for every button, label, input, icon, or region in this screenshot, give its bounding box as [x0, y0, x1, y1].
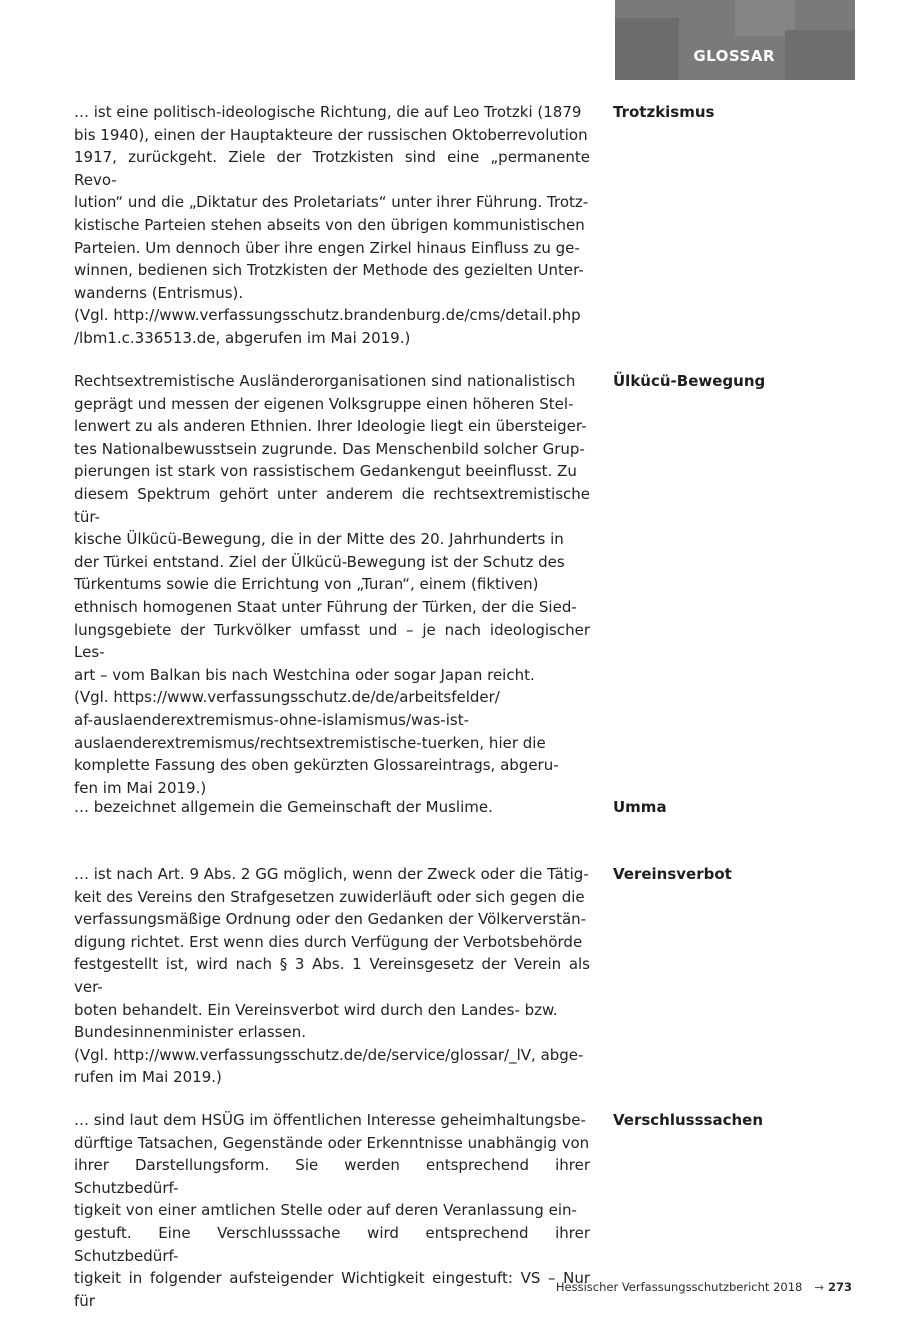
definition-line: diesem Spektrum gehört unter anderem die rechtsextremistische tür-: [74, 484, 590, 526]
definition-line: keit des Vereins den Strafgesetzen zuwiderläuft oder sich gegen die: [74, 887, 585, 906]
report-title: Hessischer Verfassungsschutzbericht 2018: [555, 1280, 803, 1294]
entry-definition: [74, 1109, 590, 1312]
definition-line: (Vgl. http://www.verfassungsschutz.brandenburg.de/cms/detail.php: [74, 306, 581, 325]
definition-line: kische Ülkücü-Bewegung, die in der Mitte des 20. Jahrhunderts in: [74, 530, 564, 549]
definition-line: af-auslaenderextremismus-ohne-islamismus/was-ist-: [74, 710, 469, 729]
glossary-term: Ülkücü-Bewegung: [613, 372, 766, 390]
definition-line: winnen, bedienen sich Trotzkisten der Methode des gezielten Unter-: [74, 261, 584, 280]
tab-decoration: [615, 18, 679, 80]
definition-line: festgestellt ist, wird nach § 3 Abs. 1 Vereinsgesetz der Verein als ver-: [74, 955, 590, 996]
definition-line: lungsgebiete der Turkvölker umfasst und – je nach ideologischer Les-: [74, 620, 590, 662]
definition-line: dürftige Tatsachen, Gegenstände oder Erkenntnisse unabhängig von: [74, 1133, 590, 1152]
page-number: 273: [827, 1280, 852, 1294]
glossary-term: Umma: [613, 798, 667, 816]
definition-line: ihrer Darstellungsform. Sie werden entsprechend ihrer Schutzbedürf-: [74, 1156, 590, 1197]
definition-line: (Vgl. http://www.verfassungsschutz.de/de/service/glossar/_lV, abge-: [74, 1045, 584, 1064]
page-footer: [556, 1280, 852, 1294]
definition-line: kistische Parteien stehen abseits von den übrigen kommunistischen: [74, 215, 585, 234]
definition-line: geprägt und messen der eigenen Volksgruppe einen höheren Stel-: [74, 394, 574, 413]
entry-definition: [74, 863, 590, 1089]
definition-line: auslaenderextremismus/rechtsextremistische-tuerken, hier die: [74, 733, 546, 752]
definition-line: 1917, zurückgeht. Ziele der Trotzkisten sind eine „permanente Revo-: [74, 148, 590, 189]
definition-line: Rechtsextremistische Ausländerorganisationen sind nationalistisch: [74, 372, 576, 390]
entry-definition: [74, 796, 590, 819]
glossary-term: Vereinsverbot: [613, 865, 732, 883]
definition-line: Bundesinnenminister erlassen.: [74, 1023, 306, 1042]
definition-line: art – vom Balkan bis nach Westchina oder sogar Japan reicht.: [74, 665, 535, 684]
glossary-section-tab: [615, 0, 855, 80]
definition-line: … bezeichnet allgemein die Gemeinschaft der Muslime.: [74, 798, 493, 816]
definition-line: wanderns (Entrismus).: [74, 283, 244, 302]
entry-definition: [74, 101, 590, 350]
definition-line: … ist eine politisch-ideologische Richtung, die auf Leo Trotzki (1879: [74, 103, 582, 121]
definition-line: tes Nationalbewusstsein zugrunde. Das Menschenbild solcher Grup-: [74, 439, 585, 458]
definition-line: digung richtet. Erst wenn dies durch Verfügung der Verbotsbehörde: [74, 932, 583, 951]
section-label: GLOSSAR: [693, 47, 775, 65]
definition-line: verfassungsmäßige Ordnung oder den Gedanken der Völkerverstän-: [74, 910, 587, 929]
definition-line: lution“ und die „Diktatur des Proletariats“ unter ihrer Führung. Trotz-: [74, 193, 589, 212]
definition-line: … sind laut dem HSÜG im öffentlichen Interesse geheimhaltungsbe-: [74, 1111, 586, 1129]
definition-line: gestuft. Eine Verschlusssache wird entsprechend ihrer Schutzbedürf-: [74, 1223, 590, 1265]
definition-line: fen im Mai 2019.): [74, 778, 207, 797]
definition-line: Türkentums sowie die Errichtung von „Turan“, einem (fiktiven): [74, 575, 539, 594]
definition-line: Parteien. Um dennoch über ihre engen Zirkel hinaus Einfluss zu ge-: [74, 238, 580, 257]
definition-line: (Vgl. https://www.verfassungsschutz.de/de/arbeitsfelder/: [74, 688, 500, 707]
arrow-right-icon: →: [814, 1280, 824, 1294]
definition-line: tigkeit in folgender aufsteigender Wichtigkeit eingestuft: VS – Nur für: [74, 1269, 590, 1310]
definition-line: … ist nach Art. 9 Abs. 2 GG möglich, wenn der Zweck oder die Tätig-: [74, 865, 589, 883]
entry-definition: [74, 370, 590, 799]
definition-line: lenwert zu als anderen Ethnien. Ihrer Ideologie liegt ein übersteiger-: [74, 417, 587, 436]
definition-line: ethnisch homogenen Staat unter Führung der Türken, der die Sied-: [74, 597, 577, 616]
glossary-term: Verschlusssachen: [613, 1111, 764, 1129]
definition-line: tigkeit von einer amtlichen Stelle oder auf deren Veranlassung ein-: [74, 1201, 577, 1220]
definition-line: bis 1940), einen der Hauptakteure der russischen Oktoberrevolution: [74, 125, 588, 144]
definition-line: pierungen ist stark von rassistischem Gedankengut beeinflusst. Zu: [74, 462, 577, 481]
tab-decoration: [785, 30, 855, 80]
definition-line: boten behandelt. Ein Vereinsverbot wird durch den Landes- bzw.: [74, 1000, 558, 1019]
definition-line: der Türkei entstand. Ziel der Ülkücü-Bewegung ist der Schutz des: [74, 552, 565, 571]
glossary-term: Trotzkismus: [613, 103, 715, 121]
definition-line: komplette Fassung des oben gekürzten Glossareintrags, abgeru-: [74, 756, 559, 775]
definition-line: rufen im Mai 2019.): [74, 1068, 222, 1087]
definition-line: /lbm1.c.336513.de, abgerufen im Mai 2019.): [74, 328, 411, 347]
